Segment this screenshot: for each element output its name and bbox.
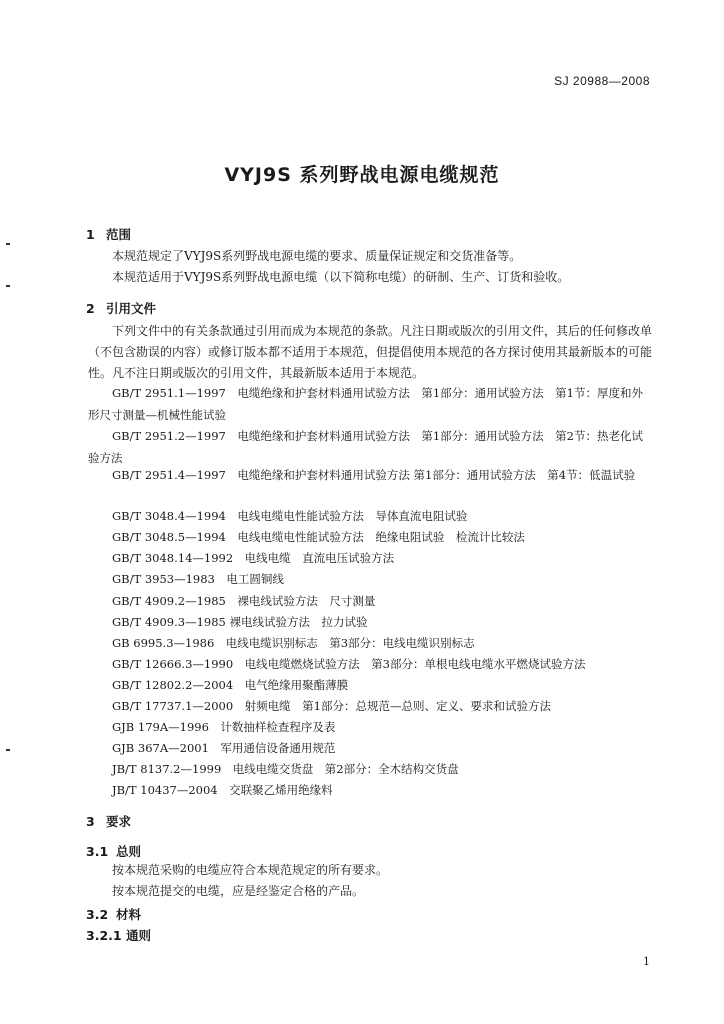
scan-mark (6, 749, 10, 751)
reference-item: GB/T 3048.14—1992 电线电缆 直流电压试验方法 (112, 551, 395, 565)
section-number: 3 (86, 814, 95, 829)
standard-code: SJ 20988—2008 (554, 74, 650, 88)
reference-item: GB/T 3953—1983 电工圆铜线 (112, 572, 284, 586)
reference-item: GB/T 3048.5—1994 电线电缆电性能试验方法 绝缘电阻试验 检流计比较法 (112, 530, 525, 544)
reference-item: GB 6995.3—1986 电线电缆识别标志 第3部分：电线电缆识别标志 (112, 636, 475, 650)
reference-item: JB/T 8137.2—1999 电线电缆交货盘 第2部分：全木结构交货盘 (112, 762, 459, 776)
section-number: 3.2.1 (86, 928, 122, 943)
reference-item: GB/T 12666.3—1990 电线电缆燃烧试验方法 第3部分：单根电线电缆水平燃烧试验方法 (112, 657, 586, 671)
paragraph: 本规范适用于VYJ9S系列野战电源电缆（以下简称电缆）的研制、生产、订货和验收。 (112, 270, 570, 284)
section-title: 通则 (126, 928, 152, 943)
reference-item: JB/T 10437—2004 交联聚乙烯用绝缘料 (112, 783, 333, 797)
section-title: 总则 (116, 844, 142, 859)
scan-mark (6, 243, 10, 245)
section-1-heading (86, 225, 131, 243)
section-title: 引用文件 (106, 301, 157, 316)
section-number: 2 (86, 301, 95, 316)
page-number: 1 (643, 955, 650, 968)
reference-item: GJB 179A—1996 计数抽样检查程序及表 (112, 720, 336, 734)
section-3-2-1-heading (86, 926, 151, 944)
section-3-heading (86, 812, 131, 830)
section-title: 范围 (106, 227, 132, 242)
section-3-1-heading (86, 842, 141, 860)
document-title: VYJ9S 系列野战电源电缆规范 (224, 164, 500, 186)
section-2-heading (86, 299, 156, 317)
section-number: 1 (86, 227, 95, 242)
section-number: 3.1 (86, 844, 109, 859)
reference-item: GB/T 12802.2—2004 电气绝缘用聚酯薄膜 (112, 678, 349, 692)
reference-item: GB/T 2951.2—1997 电缆绝缘和护套材料通用试验方法 第1部分：通用试验方法 第2节：热老化试验方法 (88, 429, 643, 465)
reference-item: GB/T 17737.1—2000 射频电缆 第1部分：总规范—总则、定义、要求和试验方法 (112, 699, 551, 713)
paragraph: 按本规范采购的电缆应符合本规范规定的所有要求。 (112, 863, 389, 877)
scan-mark (6, 285, 10, 287)
reference-item: GB/T 2951.4—1997 电缆绝缘和护套材料通用试验方法 第1部分：通用试验方法 第4节：低温试验 (112, 468, 636, 482)
reference-item: GB/T 4909.3—1985 裸电线试验方法 拉力试验 (112, 615, 368, 629)
paragraph: 本规范规定了VYJ9S系列野战电源电缆的要求、质量保证规定和交货准备等。 (112, 249, 522, 263)
reference-item: GB/T 2951.1—1997 电缆绝缘和护套材料通用试验方法 第1部分：通用试验方法 第1节：厚度和外形尺寸测量—机械性能试验 (88, 386, 643, 422)
paragraph-intro: 下列文件中的有关条款通过引用而成为本规范的条款。凡注日期或版次的引用文件，其后的任何修改单（不包含勘误的内容）或修订版本都不适用于本规范，但提倡使用本规范的各方探讨使用其最新版本的可能性。凡不注日期或版次的引用文件，其最新版本适用于本规范。 (88, 324, 653, 380)
paragraph: 按本规范提交的电缆，应是经鉴定合格的产品。 (112, 884, 365, 898)
reference-item: GB/T 3048.4—1994 电线电缆电性能试验方法 导体直流电阻试验 (112, 509, 468, 523)
section-3-2-heading (86, 905, 141, 923)
reference-item: GB/T 4909.2—1985 裸电线试验方法 尺寸测量 (112, 594, 376, 608)
section-number: 3.2 (86, 907, 109, 922)
section-title: 要求 (106, 814, 132, 829)
section-title: 材料 (116, 907, 142, 922)
reference-item: GJB 367A—2001 军用通信设备通用规范 (112, 741, 336, 755)
